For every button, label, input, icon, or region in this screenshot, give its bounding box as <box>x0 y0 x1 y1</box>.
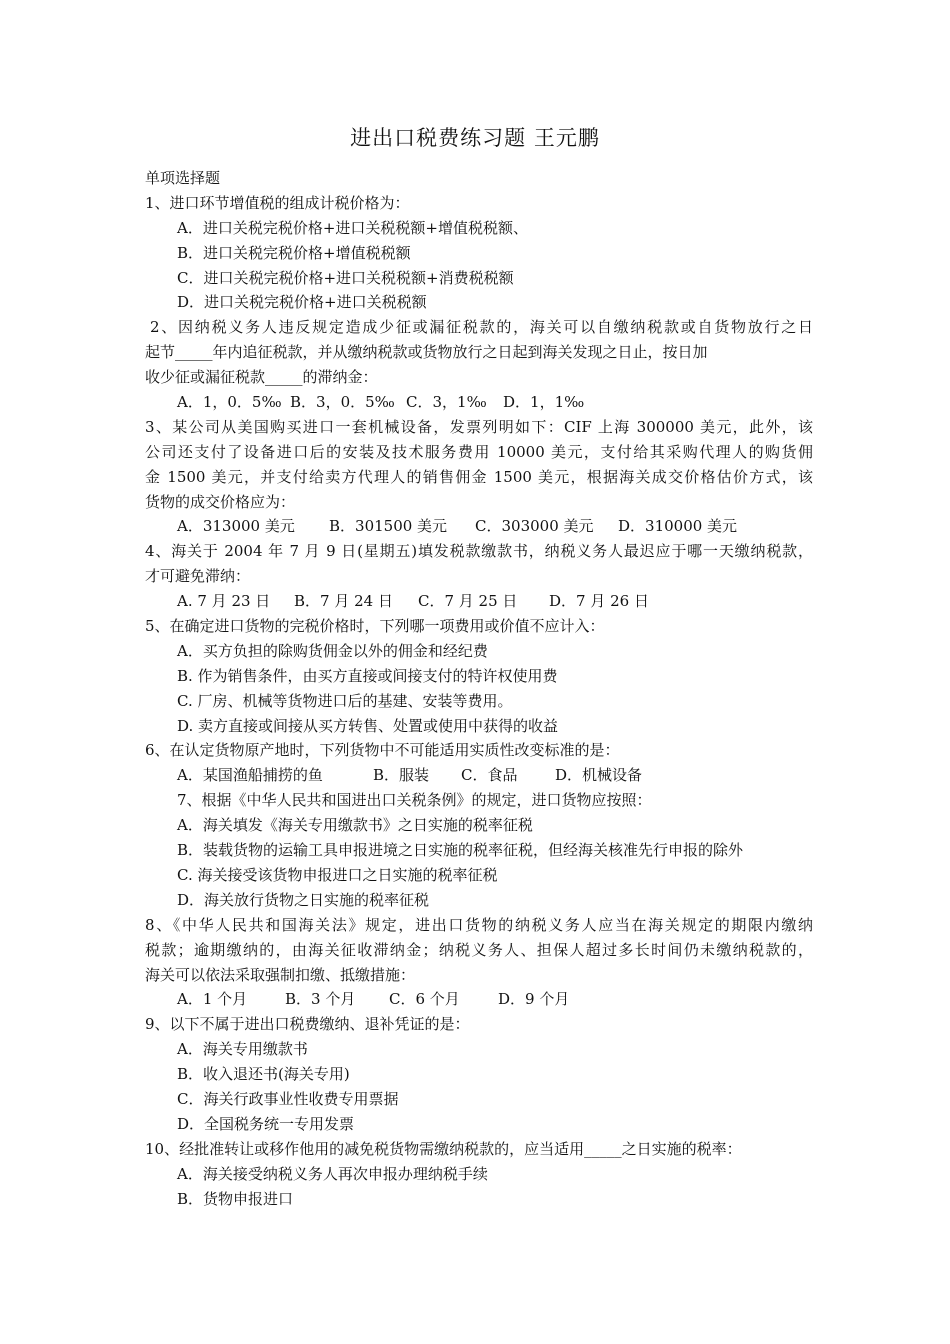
question-3-line-4: 货物的成交价格应为： <box>145 492 296 511</box>
question-3-option-d: D．310000 美元 <box>618 517 738 536</box>
question-1-option-b: B．进口关税完税价格+增值税税额 <box>177 243 411 262</box>
question-2-line-1: 2、因纳税义务人违反规定造成少征或漏征税款的，海关可以自缴纳税款或自货物放行之日 <box>150 318 813 337</box>
question-9-option-d: D．全国税务统一专用发票 <box>177 1114 355 1133</box>
question-5-option-c: C. 厂房、机械等货物进口后的基建、安装等费用。 <box>177 691 513 710</box>
question-4-options <box>145 589 813 614</box>
question-8-option-c: C．6 个月 <box>389 990 460 1009</box>
question-10-stem: 10、经批准转让或移作他用的减免税货物需缴纳税款的，应当适用_____之日实施的税率： <box>145 1139 742 1158</box>
question-8-option-d: D．9 个月 <box>498 990 570 1009</box>
question-2-option-a: A．1，0．5‰ <box>177 393 282 412</box>
question-6-option-d: D．机械设备 <box>555 766 643 785</box>
question-10-option-a: A．海关接受纳税义务人再次申报办理纳税手续 <box>177 1164 488 1183</box>
question-5-option-d: D. 卖方直接或间接从买方转售、处置或使用中获得的收益 <box>177 716 559 735</box>
question-2-option-c: C．3，1‰ <box>406 393 487 412</box>
question-6-stem: 6、在认定货物原产地时，下列货物中不可能适用实质性改变标准的是： <box>145 741 620 760</box>
question-6-option-a: A．某国渔船捕捞的鱼 <box>177 766 323 785</box>
question-3-option-b: B．301500 美元 <box>329 517 448 536</box>
question-10-option-b: B．货物申报进口 <box>177 1189 294 1208</box>
question-8-line-1: 8、《中华人民共和国海关法》规定，进出口货物的纳税义务人应当在海关规定的期限内缴纳 <box>145 915 813 934</box>
question-9-option-b: B．收入退还书(海关专用) <box>177 1065 350 1084</box>
question-6-options <box>145 763 813 788</box>
question-8-options <box>145 987 813 1012</box>
question-3-option-c: C．303000 美元 <box>475 517 594 536</box>
question-2-option-d: D．1，1‰ <box>503 393 585 412</box>
question-3-line-1: 3、某公司从美国购买进口一套机械设备，发票列明如下：CIF 上海 300000 美元，此外，该 <box>145 417 813 436</box>
question-6-option-b: B．服装 <box>373 766 430 785</box>
question-6-option-c: C．食品 <box>461 766 518 785</box>
question-7-option-c: C. 海关接受该货物申报进口之日实施的税率征税 <box>177 865 498 884</box>
question-4-option-b: B．7 月 24 日 <box>294 592 393 611</box>
question-7-option-b: B．装载货物的运输工具申报进境之日实施的税率征税，但经海关核准先行申报的除外 <box>177 841 744 860</box>
question-7-option-a: A．海关填发《海关专用缴款书》之日实施的税率征税 <box>177 816 533 835</box>
question-4-option-d: D．7 月 26 日 <box>549 592 649 611</box>
question-4-option-a: A. 7 月 23 日 <box>177 592 271 611</box>
question-7-option-d: D．海关放行货物之日实施的税率征税 <box>177 890 430 909</box>
question-4-option-c: C．7 月 25 日 <box>418 592 518 611</box>
question-2-option-b: B．3，0．5‰ <box>290 393 395 412</box>
question-8-option-b: B．3 个月 <box>285 990 356 1009</box>
question-8-line-3: 海关可以依法采取强制扣缴、抵缴措施： <box>145 965 416 984</box>
question-5-stem: 5、在确定进口货物的完税价格时，下列哪一项费用或价值不应计入： <box>145 617 605 636</box>
section-heading: 单项选择题 <box>145 169 221 187</box>
document-title: 进出口税费练习题 王元鹏 <box>350 126 600 150</box>
question-4-line-1: 4、海关于 2004 年 7 月 9 日(星期五)填发税款缴款书，纳税义务人最迟应于哪一天缴纳税款， <box>145 542 813 561</box>
question-3-line-2: 公司还支付了设备进口后的安装及技术服务费用 10000 美元，支付给其采购代理人的购货佣 <box>145 442 813 461</box>
question-3-line-3: 金 1500 美元，并支付给卖方代理人的销售佣金 1500 美元，根据海关成交价格估价方式，该 <box>145 467 813 486</box>
question-9-option-a: A．海关专用缴款书 <box>177 1040 308 1059</box>
question-5-option-a: A．买方负担的除购货佣金以外的佣金和经纪费 <box>177 641 488 660</box>
question-2-line-2: 起节_____年内追征税款，并从缴纳税款或货物放行之日起到海关发现之日止，按日加 <box>145 343 708 362</box>
question-1-stem: 1、进口环节增值税的组成计税价格为： <box>145 193 410 212</box>
question-1-option-c: C．进口关税完税价格+进口关税税额+消费税税额 <box>177 268 514 287</box>
question-1-option-a: A．进口关税完税价格+进口关税税额+增值税税额、 <box>177 218 528 237</box>
question-8-option-a: A．1 个月 <box>177 990 248 1009</box>
question-9-stem: 9、以下不属于进出口税费缴纳、退补凭证的是： <box>145 1015 470 1034</box>
question-5-option-b: B. 作为销售条件，由买方直接或间接支付的特许权使用费 <box>177 666 558 685</box>
question-9-option-c: C．海关行政事业性收费专用票据 <box>177 1089 399 1108</box>
question-3-options <box>145 514 813 539</box>
question-2-options <box>145 390 813 415</box>
question-8-line-2: 税款；逾期缴纳的，由海关征收滞纳金；纳税义务人、担保人超过多长时间仍未缴纳税款的， <box>145 940 813 959</box>
question-3-option-a: A．313000 美元 <box>177 517 295 536</box>
question-7-stem: 7、根据《中华人民共和国进出口关税条例》的规定，进口货物应按照： <box>177 791 652 810</box>
document-body <box>145 166 813 1211</box>
question-1-option-d: D．进口关税完税价格+进口关税税额 <box>177 293 427 312</box>
question-4-line-2: 才可避免滞纳： <box>145 567 251 586</box>
question-2-line-3: 收少征或漏征税款_____的滞纳金： <box>145 368 378 387</box>
